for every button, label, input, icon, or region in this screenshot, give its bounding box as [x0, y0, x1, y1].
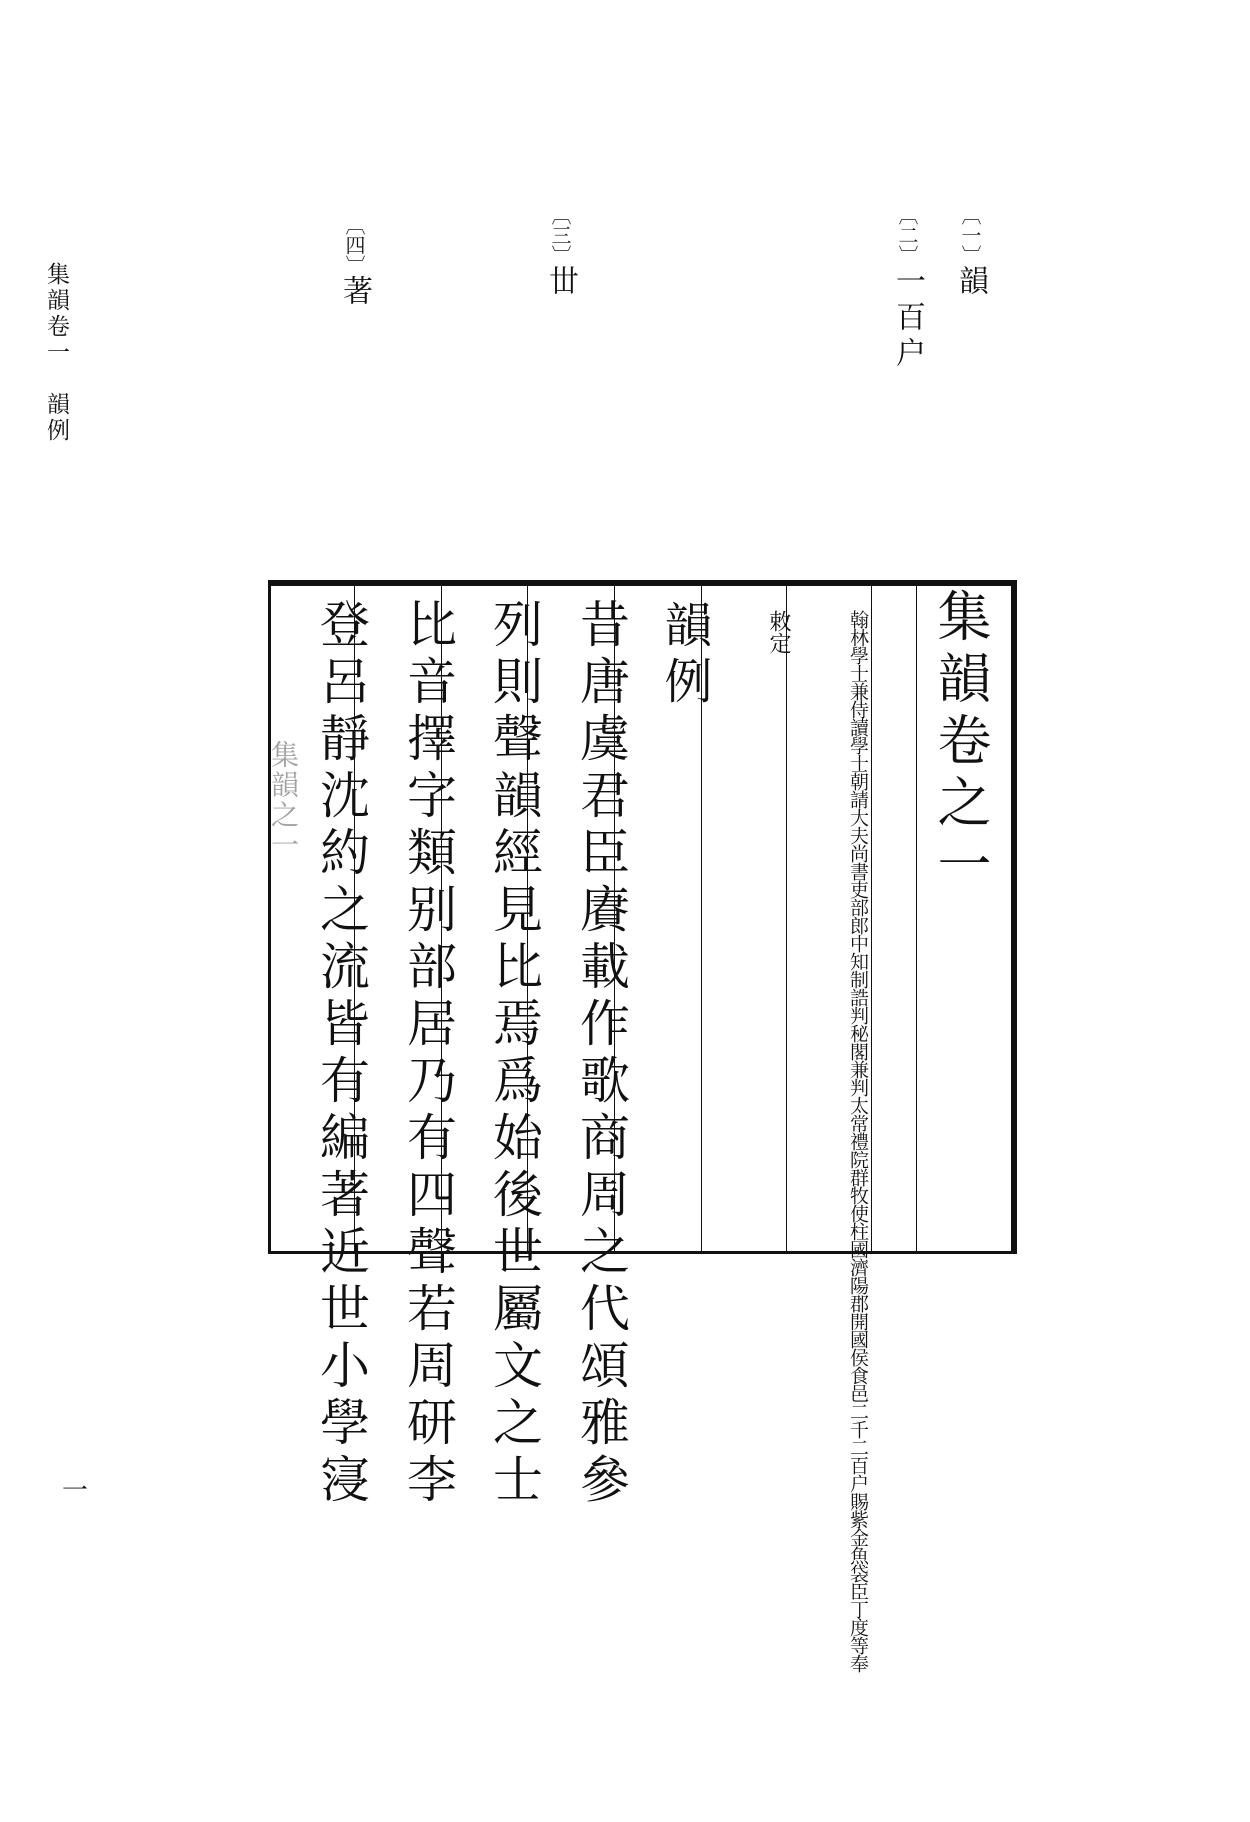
column-rule	[786, 586, 787, 1251]
text-column-1: 昔唐虞君臣賡載作歌商周之代頌雅參	[572, 598, 630, 1510]
woodblock-frame	[268, 580, 1017, 1254]
note-marker: 〔一〕	[958, 205, 982, 265]
column-rule	[871, 586, 872, 1251]
column-rule	[916, 586, 917, 1251]
note-text: 韻	[953, 265, 988, 301]
compiler-byline: 翰林學士兼侍讀學士朝請大夫尚書吏部郎中知制誥判秘閣兼判太常禮院群牧使柱國濟陽郡開國侯食邑二千二百户賜紫金魚袋臣丁度等奉	[847, 610, 869, 1672]
section-title: 韻例	[656, 600, 712, 712]
text-column-2: 列則聲韻經見比焉爲始後世屬文之士	[485, 598, 543, 1510]
volume-title: 集韻卷之一	[929, 588, 992, 898]
page-number: 一	[62, 1476, 89, 1506]
note-marker: 〔三〕	[548, 205, 572, 265]
collation-note-4	[332, 215, 376, 311]
text-column-3: 比音擇字類别部居乃有四聲若周研李	[399, 598, 457, 1510]
note-text: 著	[337, 275, 372, 311]
running-header: 集韻卷一 韻例	[43, 262, 69, 444]
collation-note-1	[948, 205, 992, 301]
imperial-decree: 敕定	[766, 610, 791, 654]
note-marker: 〔四〕	[342, 215, 366, 275]
note-text: 丗	[543, 265, 578, 301]
note-text: 一百户	[890, 265, 925, 373]
collation-note-3	[538, 205, 582, 301]
collation-note-2	[885, 205, 929, 373]
text-column-4: 登呂靜沈約之流皆有編著近世小學寖	[312, 598, 370, 1510]
note-marker: 〔二〕	[895, 205, 919, 265]
ghost-column: 集韻之一	[267, 740, 300, 860]
